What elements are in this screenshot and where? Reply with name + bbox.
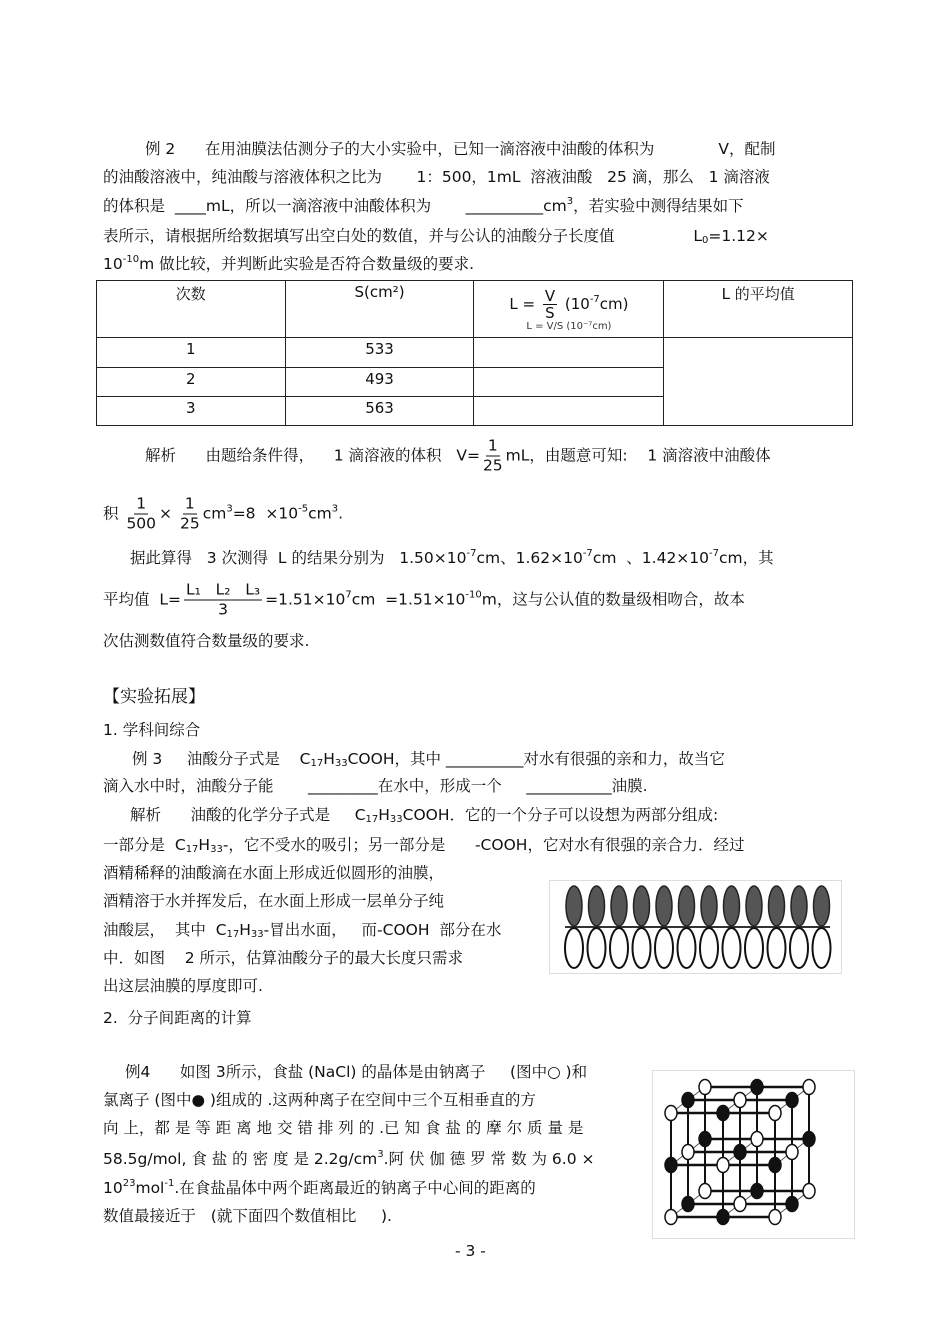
text-line [145, 139, 776, 159]
hydrophilic-head [633, 928, 651, 968]
chloride-ion [786, 1197, 798, 1212]
hydrophobic-tail [634, 886, 650, 926]
nacl-crystal-figure [652, 1070, 855, 1239]
text-run: .阿 伏 伽 德 罗 常 数 为 6.0 × [383, 1150, 595, 1168]
crystal-svg [653, 1071, 854, 1238]
hydrophilic-head [655, 928, 673, 968]
text-run: =1.51×10 [265, 590, 346, 609]
text-run: 积 [103, 504, 124, 523]
text-run: cm [202, 504, 227, 523]
superscript: 7 [345, 589, 352, 601]
table-row [97, 338, 853, 368]
superscript: 3 [377, 1149, 384, 1160]
text-line [103, 1149, 595, 1169]
superscript: -7 [466, 548, 477, 559]
text-line [103, 495, 343, 534]
text-run: mol [135, 1179, 165, 1197]
numerator: 1 [184, 494, 195, 513]
hydrophobic-tail [814, 886, 830, 926]
text-run: 解析 由题给条件得， 1 滴溶液的体积 V= [145, 446, 480, 465]
numerator: 1 [136, 494, 147, 513]
text-line [103, 1178, 536, 1198]
subscript: 33 [389, 814, 403, 825]
hydrophilic-head [768, 928, 786, 968]
chloride-ion [717, 1210, 729, 1225]
text-run: cm [308, 504, 332, 523]
subscript: 33 [250, 929, 264, 940]
superscript: 3 [566, 196, 574, 207]
table-header [474, 281, 664, 338]
text-line [130, 805, 718, 825]
text-run: 58.5g/mol, 食 盐 的 密 度 是 2.2g/cm [103, 1150, 378, 1168]
text-run: H [198, 836, 211, 854]
hydrophilic-head [588, 928, 606, 968]
fraction [184, 581, 262, 620]
hydrophobic-tail [611, 886, 627, 926]
text-line [125, 1062, 587, 1082]
hydrophilic-head [678, 928, 696, 968]
hydrophobic-tail [679, 886, 695, 926]
hydrophobic-tail [566, 886, 582, 926]
text-run: 1. 学科间综合 [103, 721, 201, 739]
superscript: -10 [122, 254, 140, 265]
text-run: . [338, 504, 344, 523]
text-run: 例4 如图 3所示，食盐 (NaCl) 的晶体是由钠离子 (图中○ )和 [125, 1063, 588, 1081]
sodium-ion [682, 1145, 694, 1160]
text-run: 一部分是 C [103, 836, 186, 854]
text-line [103, 1090, 536, 1110]
subscript: 17 [310, 758, 324, 769]
numerator: 1 [487, 436, 498, 455]
sodium-ion [665, 1106, 677, 1121]
text-line [103, 863, 444, 883]
text-run: 平均值 L= [103, 590, 181, 609]
text-run: H [239, 921, 251, 939]
hydrophilic-head [813, 928, 831, 968]
chloride-ion [751, 1080, 763, 1095]
header-l-text: L = V/S (10⁻⁷cm) [526, 321, 612, 332]
data-table [96, 280, 853, 426]
text-line [130, 548, 774, 568]
cell: 2 [97, 368, 286, 397]
text-line [103, 776, 648, 796]
text-line [103, 631, 309, 651]
denominator: 3 [218, 600, 228, 619]
sodium-ion [734, 1197, 746, 1212]
sodium-ion [803, 1184, 815, 1199]
text-run: cm 、1.42×10 [592, 549, 710, 567]
denominator: S [545, 304, 555, 322]
text-line [103, 948, 463, 968]
superscript: 3 [226, 503, 233, 515]
text-line [103, 835, 744, 855]
text-run: =8 ×10 [232, 504, 299, 523]
text-run: cm =1.51×10 [351, 590, 466, 609]
sodium-ion [751, 1132, 763, 1147]
text-run: cm，其 [719, 549, 774, 567]
chloride-ion [786, 1093, 798, 1108]
chloride-ion [717, 1106, 729, 1121]
text-line [103, 167, 770, 187]
cell-blank [474, 368, 664, 397]
text-run: mL，由题意可知: 1 滴溶液中油酸体 [505, 446, 771, 465]
hydrophobic-tail [656, 886, 672, 926]
text-line [103, 226, 769, 246]
superscript: -10 [465, 589, 482, 601]
superscript: -7 [709, 548, 719, 559]
cell: 1 [97, 338, 286, 368]
text-run: -冒出水面， 而-COOH 部分在水 [263, 921, 502, 939]
text-run: .在食盐晶体中两个距离最近的钠离子中心间的距离的 [174, 1179, 536, 1197]
text-run: COOH，其中 __________对水有很强的亲和力，故当它 [347, 750, 725, 768]
hydrophobic-tail [589, 886, 605, 926]
text-run: cm、1.62×10 [476, 549, 583, 567]
hydrophobic-tail [724, 886, 740, 926]
subscript: 17 [185, 844, 199, 855]
text-run: 的油酸溶液中，纯油酸与溶液体积之比为 1：500，1mL 溶液油酸 25 滴，那么 1 滴溶液 [103, 168, 770, 186]
text-run: 数值最接近于 (就下面四个数值相比 ). [103, 1207, 392, 1225]
subscript: 33 [210, 844, 223, 855]
denominator: 25 [179, 514, 200, 533]
table-header: 次数 [97, 281, 286, 338]
chloride-ion [682, 1093, 694, 1108]
molecule-svg [550, 881, 841, 973]
text-line [103, 581, 745, 620]
text-run: COOH．它的一个分子可以设想为两部分组成: [402, 806, 719, 824]
cell: 563 [285, 397, 474, 426]
fraction [483, 437, 503, 476]
text-run: 例 2 在用油膜法估测分子的大小实验中，已知一滴溶液中油酸的体积为 V，配制 [145, 140, 776, 158]
sodium-ion [734, 1093, 746, 1108]
text-line [103, 254, 474, 274]
text-line [103, 891, 444, 911]
formula-l: L = [509, 295, 536, 313]
hydrophilic-head [790, 928, 808, 968]
subscript: 17 [226, 929, 240, 940]
text-run: 【实验拓展】 [103, 687, 205, 707]
hydrophilic-head [745, 928, 763, 968]
superscript: -5 [298, 503, 309, 515]
hydrophobic-tail [791, 886, 807, 926]
text-run: m，这与公认值的数量级相吻合，故本 [481, 590, 745, 609]
header-s: S(cm²) [354, 283, 405, 301]
subscript: 17 [365, 814, 379, 825]
text-run: 油酸层， 其中 C [103, 921, 227, 939]
sodium-ion [803, 1080, 815, 1095]
text-run: 滴入水中时，油酸分子能 _________在水中，形成一个 ___________油膜. [103, 777, 648, 795]
text-run: H [378, 806, 390, 824]
unit-pre: (10 [564, 295, 590, 313]
text-run: ，若实验中测得结果如下 [573, 197, 744, 215]
text-run: 表所示，请根据所给数据填写出空白处的数值，并与公认的油酸分子长度值 L [103, 227, 702, 245]
hydrophobic-tail [701, 886, 717, 926]
text-line [103, 1118, 583, 1138]
sodium-ion [665, 1210, 677, 1225]
unit: cm) [599, 295, 629, 313]
text-run: 据此算得 3 次测得 L 的结果分别为 1.50×10 [130, 549, 467, 567]
fraction [126, 495, 156, 534]
cell-average-blank [664, 338, 853, 426]
hydrophobic-tail [746, 886, 762, 926]
oil-film-molecule-figure [549, 880, 842, 974]
subscript: 33 [334, 758, 348, 769]
chloride-ion [699, 1132, 711, 1147]
text-run: 向 上，都 是 等 距 离 地 交 错 排 列 的 .已 知 食 盐 的 摩 尔 质 量 是 [103, 1119, 584, 1137]
text-run: 10 [103, 255, 123, 273]
cell-blank [474, 397, 664, 426]
text-line [103, 1206, 392, 1226]
text-run: × [159, 504, 177, 523]
text-run: 酒精溶于水并挥发后，在水面上形成一层单分子纯 [103, 892, 445, 910]
sodium-ion [769, 1210, 781, 1225]
text-run: =1.12× [708, 227, 769, 245]
hydrophilic-head [700, 928, 718, 968]
superscript: 23 [122, 1178, 136, 1189]
hydrophilic-head [610, 928, 628, 968]
hydrophilic-head [565, 928, 583, 968]
table-header: L 的平均值 [664, 281, 853, 338]
fraction [543, 288, 557, 321]
denominator: 25 [482, 456, 503, 475]
cell-blank [474, 338, 664, 368]
page-number: - 3 - [455, 1242, 486, 1260]
text-line [103, 196, 744, 216]
subheading [103, 720, 200, 740]
numerator: V [544, 287, 556, 305]
text-run: 氯离子 (图中● )组成的 .这两种离子在空间中三个互相垂直的方 [103, 1091, 536, 1109]
text-line [145, 437, 771, 476]
superscript: 3 [331, 503, 339, 515]
section-heading [103, 687, 205, 707]
chloride-ion [665, 1158, 677, 1173]
subheading [103, 1008, 252, 1028]
cell: 493 [285, 368, 474, 397]
text-run: -，它不受水的吸引；另一部分是 -COOH，它对水有很强的亲合力．经过 [222, 836, 745, 854]
text-line [103, 920, 501, 940]
fraction [180, 495, 200, 534]
hydrophilic-head [723, 928, 741, 968]
cell: 533 [285, 338, 474, 368]
chloride-ion [682, 1197, 694, 1212]
table-header [285, 281, 474, 338]
text-run: 10 [103, 1179, 123, 1197]
text-line [103, 976, 263, 996]
subscript: 0 [701, 235, 709, 246]
text-run: 2. 分子间距离的计算 [103, 1009, 252, 1027]
text-run: 的体积是 ____mL，所以一滴溶液中油酸体积为 __________cm [103, 197, 567, 215]
text-run: 酒精稀释的油酸滴在水面上形成近似圆形的油膜， [103, 864, 445, 882]
sodium-ion [699, 1184, 711, 1199]
text-line [132, 749, 725, 769]
text-run: 中．如图 2 所示，估算油酸分子的最大长度只需求 [103, 949, 463, 967]
superscript: -7 [582, 548, 593, 559]
superscript: -1 [164, 1178, 175, 1189]
text-run: 解析 油酸的化学分子式是 C [130, 806, 366, 824]
text-run: m 做比较，并判断此实验是否符合数量级的要求. [139, 255, 475, 273]
exponent: -7 [589, 294, 600, 305]
hydrophobic-tail [769, 886, 785, 926]
sodium-ion [769, 1106, 781, 1121]
numerator: L₁ L₂ L₃ [185, 580, 261, 599]
chloride-ion [769, 1158, 781, 1173]
chloride-ion [803, 1132, 815, 1147]
text-run: 次估测数值符合数量级的要求. [103, 632, 310, 650]
sodium-ion [717, 1158, 729, 1173]
text-run: 例 3 油酸分子式是 C [132, 750, 311, 768]
chloride-ion [751, 1184, 763, 1199]
text-run: 出这层油膜的厚度即可. [103, 977, 263, 995]
denominator: 500 [126, 514, 157, 533]
header-l-formula [474, 288, 663, 321]
sodium-ion [786, 1145, 798, 1160]
chloride-ion [734, 1145, 746, 1160]
sodium-ion [699, 1080, 711, 1095]
text-run: H [323, 750, 335, 768]
cell: 3 [97, 397, 286, 426]
